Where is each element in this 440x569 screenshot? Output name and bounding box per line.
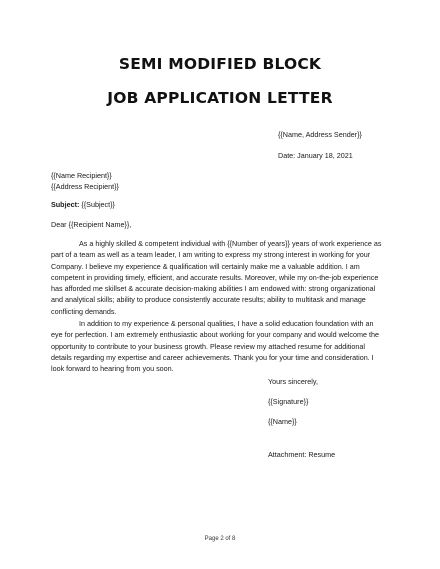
closing-sincerely: Yours sincerely, (268, 377, 318, 386)
paragraph-2-line: details regarding my expertise and career achievements. Thank you for your time and consideration. I (51, 352, 374, 362)
paragraph-1-line: part of a team as well as a team leader, I am writing to express my strong interest in working for your (51, 250, 371, 260)
paragraph-1-line: and analytical skills; ability to produce consistently accurate results; ability to multitask and manage (51, 295, 366, 305)
salutation: Dear {{Recipient Name}}, (51, 220, 132, 229)
paragraph-2 (51, 318, 391, 374)
page-number: Page 2 of 8 (204, 536, 236, 542)
recipient-address: {{Address Recipient}} (51, 182, 119, 191)
paragraph-1-line: As a highly skilled & competent individual with {{Number of years}} years of work experience as (79, 239, 382, 248)
paragraph-2-line: eye for perfection. I am extremely enthusiastic about working for your company and would welcome the (51, 330, 379, 340)
paragraph-2-line: In addition to my experience & personal qualities, I have a solid education foundation with an (79, 319, 374, 328)
paragraph-1-line: Company. I believe my experience & qualification will certainly make me a valuable addition. I am (51, 261, 360, 271)
recipient-name: {{Name Recipient}} (51, 171, 112, 180)
paragraph-1-line: conflicting demands. (51, 306, 117, 316)
paragraph-1-line: has afforded me skillset & accurate decision-making abilities I am endowed with: strong organizational (51, 284, 376, 294)
paragraph-2-line: opportunity to contribute to your business growth. Please review my attached resume for additional (51, 341, 366, 351)
subject-value: {{Subject}} (79, 200, 115, 209)
subject-line (51, 199, 115, 210)
closing-signature: {{Signature}} (268, 397, 309, 406)
sender-name-address: {{Name, Address Sender}} (278, 130, 362, 139)
attachment-note: Attachment: Resume (268, 450, 336, 459)
closing-name: {{Name}} (268, 417, 297, 426)
letter-date: Date: January 18, 2021 (278, 151, 353, 160)
paragraph-1 (51, 238, 391, 317)
paragraph-1-line: competent in providing timely, efficient, and accurate results. Moreover, while my on-the-job experience (51, 272, 379, 282)
paragraph-2-line: look forward to hearing from you soon. (51, 364, 174, 374)
title-line-1: SEMI MODIFIED BLOCK (118, 55, 322, 73)
subject-label: Subject: (51, 200, 80, 209)
title-line-2: JOB APPLICATION LETTER (107, 89, 333, 107)
